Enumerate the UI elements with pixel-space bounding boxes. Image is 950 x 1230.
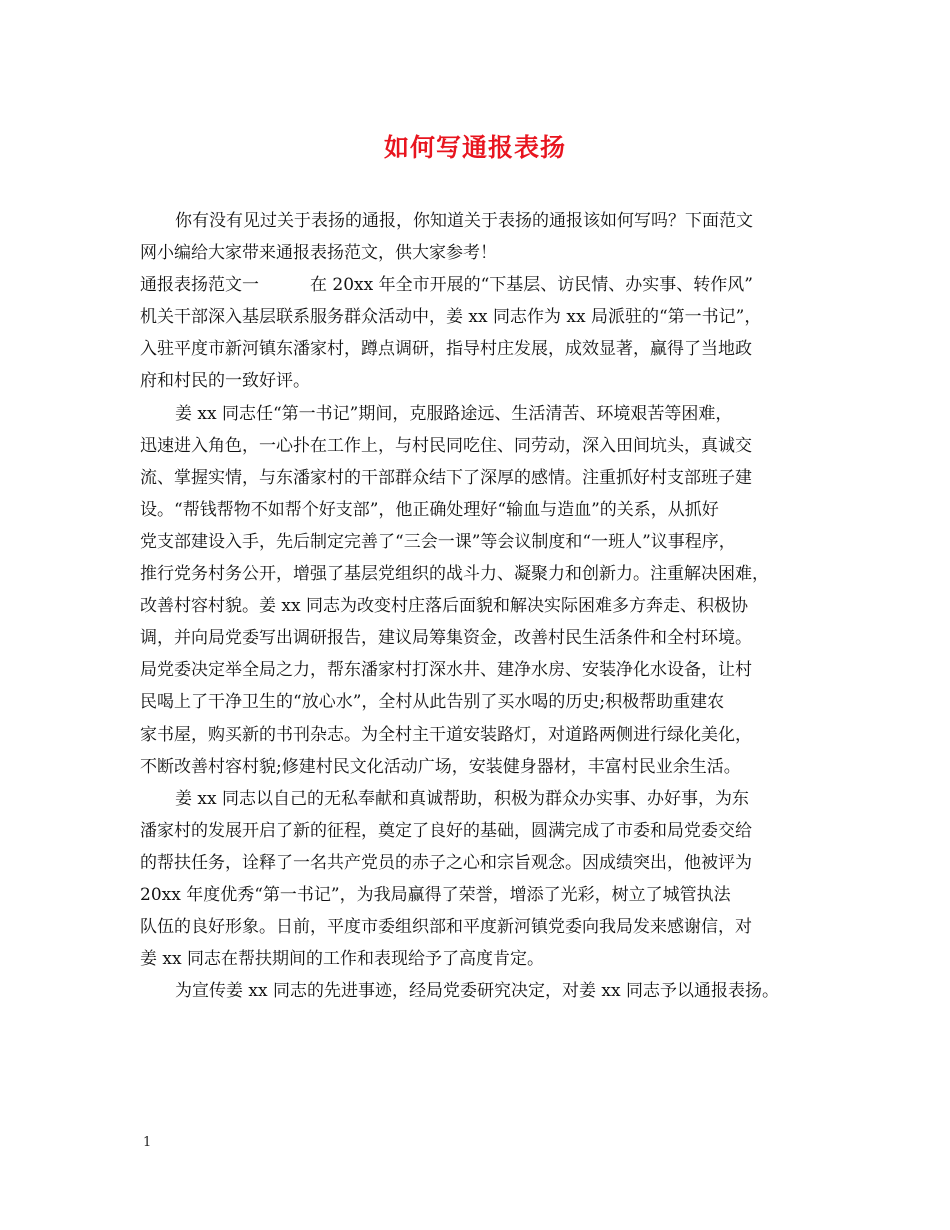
body-line: 网小编给大家带来通报表扬范文，供大家参考！: [140, 243, 497, 264]
body-line: 不断改善村容村貌;修建村民文化活动广场，安装健身器材，丰富村民业余生活。: [140, 756, 741, 777]
body-line: 潘家村的发展开启了新的征程，奠定了良好的基础，圆满完成了市委和局党委交给: [140, 820, 752, 841]
body-line: 姜 xx 同志在帮扶期间的工作和表现给予了高度肯定。: [140, 949, 544, 970]
body-line: 迅速进入角色，一心扑在工作上，与村民同吃住、同劳动，深入田间坑头，真诚交: [140, 435, 752, 456]
body-line: 姜 xx 同志任“第一书记”期间，克服路途远、生活清苦、环境艰苦等困难，: [175, 403, 733, 424]
body-line: 设。“帮钱帮物不如帮个好支部”，他正确处理好“输血与造血”的关系，从抓好: [140, 499, 719, 520]
body-line: 流、掌握实情，与东潘家村的干部群众结下了深厚的感情。注重抓好村支部班子建: [140, 467, 752, 488]
document-body: [140, 205, 830, 1007]
body-line: 局党委决定举全局之力，帮东潘家村打深水井、建净水房、安装净化水设备，让村: [140, 660, 752, 681]
body-line: 推行党务村务公开，增强了基层党组织的战斗力、凝聚力和创新力。注重解决困难，: [140, 564, 769, 585]
body-line: 通报表扬范文一 在 20xx 年全市开展的“下基层、访民情、办实事、转作风”: [140, 275, 753, 296]
body-line: 你有没有见过关于表扬的通报，你知道关于表扬的通报该如何写吗？下面范文: [175, 211, 753, 231]
page-number: 1: [143, 1135, 152, 1150]
body-line: 家书屋，购买新的书刊杂志。为全村主干道安装路灯，对道路两侧进行绿化美化，: [140, 724, 752, 745]
body-line: 调，并向局党委写出调研报告，建议局筹集资金，改善村民生活条件和全村环境。: [140, 628, 752, 649]
body-line: 机关干部深入基层联系服务群众活动中，姜 xx 同志作为 xx 局派驻的“第一书记”，: [140, 307, 762, 328]
body-line: 姜 xx 同志以自己的无私奉献和真诚帮助，积极为群众办实事、办好事，为东: [175, 788, 749, 809]
body-line: 20xx 年度优秀“第一书记”，为我局赢得了荣誉，增添了光彩，树立了城管执法: [140, 884, 731, 905]
body-line: 党支部建设入手，先后制定完善了“三会一课”等会议制度和“一班人”议事程序，: [140, 531, 736, 552]
body-line: 改善村容村貌。姜 xx 同志为改变村庄落后面貌和解决实际困难多方奔走、积极协: [140, 596, 748, 617]
body-line: 的帮扶任务，诠释了一名共产党员的赤子之心和宗旨观念。因成绩突出，他被评为: [140, 852, 752, 873]
body-line: 入驻平度市新河镇东潘家村，蹲点调研，指导村庄发展，成效显著，赢得了当地政: [140, 339, 752, 360]
body-line: 府和村民的一致好评。: [140, 371, 310, 392]
body-line: 队伍的良好形象。日前，平度市委组织部和平度新河镇党委向我局发来感谢信，对: [140, 917, 752, 938]
body-line: 民喝上了干净卫生的“放心水”，全村从此告别了买水喝的历史;积极帮助重建农: [140, 692, 725, 713]
document-title: 如何写通报表扬: [383, 133, 566, 162]
body-line: 为宣传姜 xx 同志的先进事迹，经局党委研究决定，对姜 xx 同志予以通报表扬。: [175, 981, 779, 1002]
